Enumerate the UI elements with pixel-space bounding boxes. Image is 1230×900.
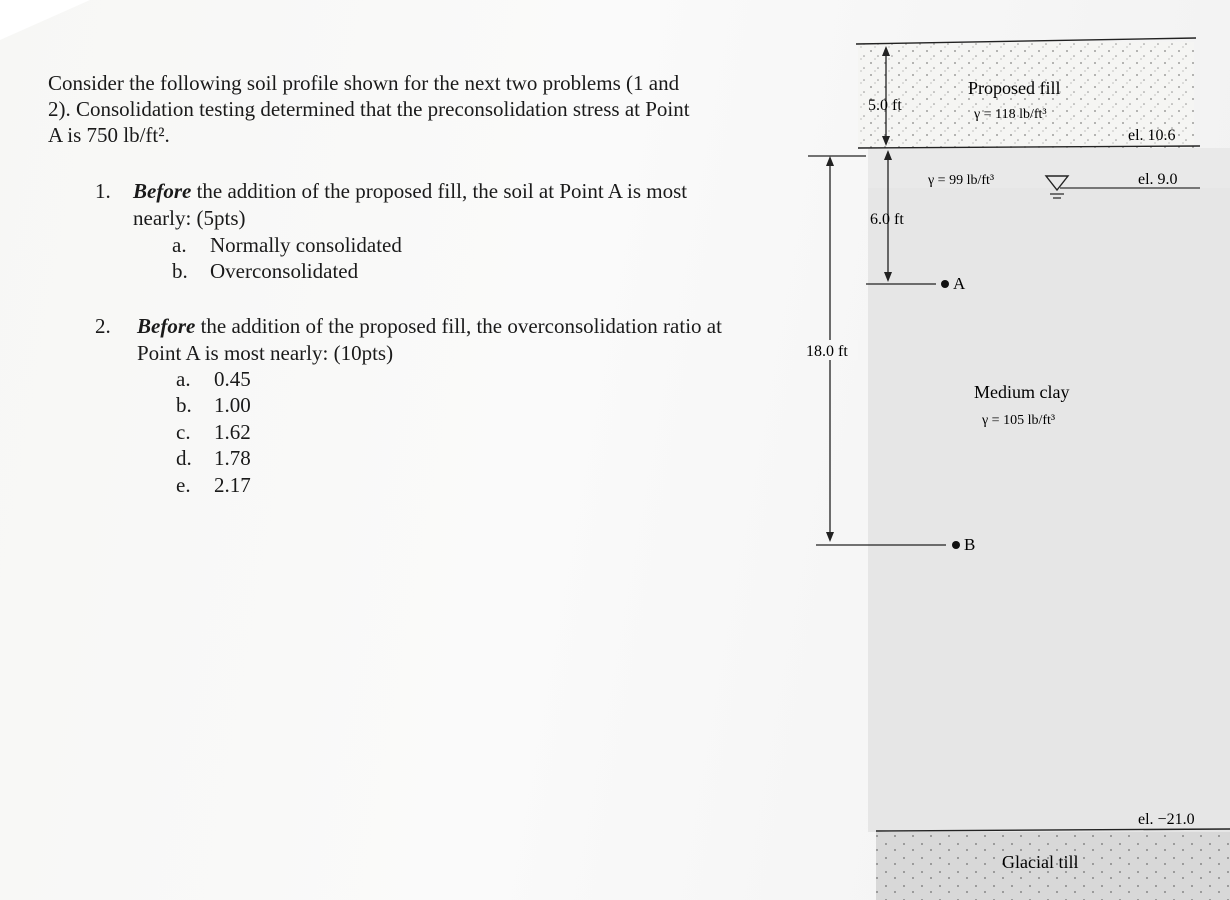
point-b-marker: [952, 541, 960, 549]
option-text: Overconsolidated: [210, 259, 359, 283]
question-text: the addition of the proposed fill, the overconsolidation ratio at: [195, 314, 722, 338]
till-name-label: Glacial till: [1002, 852, 1079, 872]
option-letter: a.: [172, 233, 187, 257]
clay-layer: [868, 148, 1230, 832]
fill-name-label: Proposed fill: [968, 78, 1061, 98]
point-a-marker: [941, 280, 949, 288]
question-number: 2.: [95, 314, 111, 338]
elevation-bottom-label: el. −21.0: [1138, 811, 1195, 828]
question-number: 1.: [95, 179, 111, 203]
depth-b-label: 18.0 ft: [806, 343, 848, 360]
option-text: 1.00: [214, 393, 251, 417]
fill-thickness-label: 5.0 ft: [868, 97, 902, 114]
point-b-label: B: [964, 535, 976, 554]
point-a-label: A: [953, 274, 966, 293]
elevation-water-label: el. 9.0: [1138, 171, 1178, 188]
upper-unit-weight-label: γ = 99 lb/ft³: [928, 173, 995, 188]
question-emphasis: Before: [133, 179, 192, 203]
option-letter: e.: [176, 473, 191, 497]
fill-unit-weight-label: γ = 118 lb/ft³: [974, 107, 1047, 122]
elevation-top-label: el. 10.6: [1128, 127, 1176, 144]
option-text: 1.62: [214, 420, 251, 444]
intro-line: Consider the following soil profile shown for the next two problems (1 and: [48, 71, 680, 95]
option-letter: c.: [176, 420, 191, 444]
clay-name-label: Medium clay: [974, 382, 1070, 402]
option-text: 1.78: [214, 446, 251, 470]
option-letter: d.: [176, 446, 192, 470]
intro-line: 2). Consolidation testing determined that the preconsolidation stress at Point: [48, 97, 690, 121]
question-text-line: Point A is most nearly: (10pts): [137, 341, 394, 365]
question-text-line: nearly: (5pts): [133, 206, 246, 230]
question-emphasis: Before: [137, 314, 196, 338]
intro-line: A is 750 lb/ft².: [48, 123, 170, 147]
option-letter: a.: [176, 367, 191, 391]
clay-unit-weight-label: γ = 105 lb/ft³: [982, 413, 1056, 428]
depth-a-label: 6.0 ft: [870, 211, 904, 228]
option-text: 2.17: [214, 473, 251, 497]
option-text: Normally consolidated: [210, 233, 402, 257]
option-text: 0.45: [214, 367, 251, 391]
option-letter: b.: [172, 259, 188, 283]
option-letter: b.: [176, 393, 192, 417]
question-text: the addition of the proposed fill, the soil at Point A is most: [191, 179, 688, 203]
